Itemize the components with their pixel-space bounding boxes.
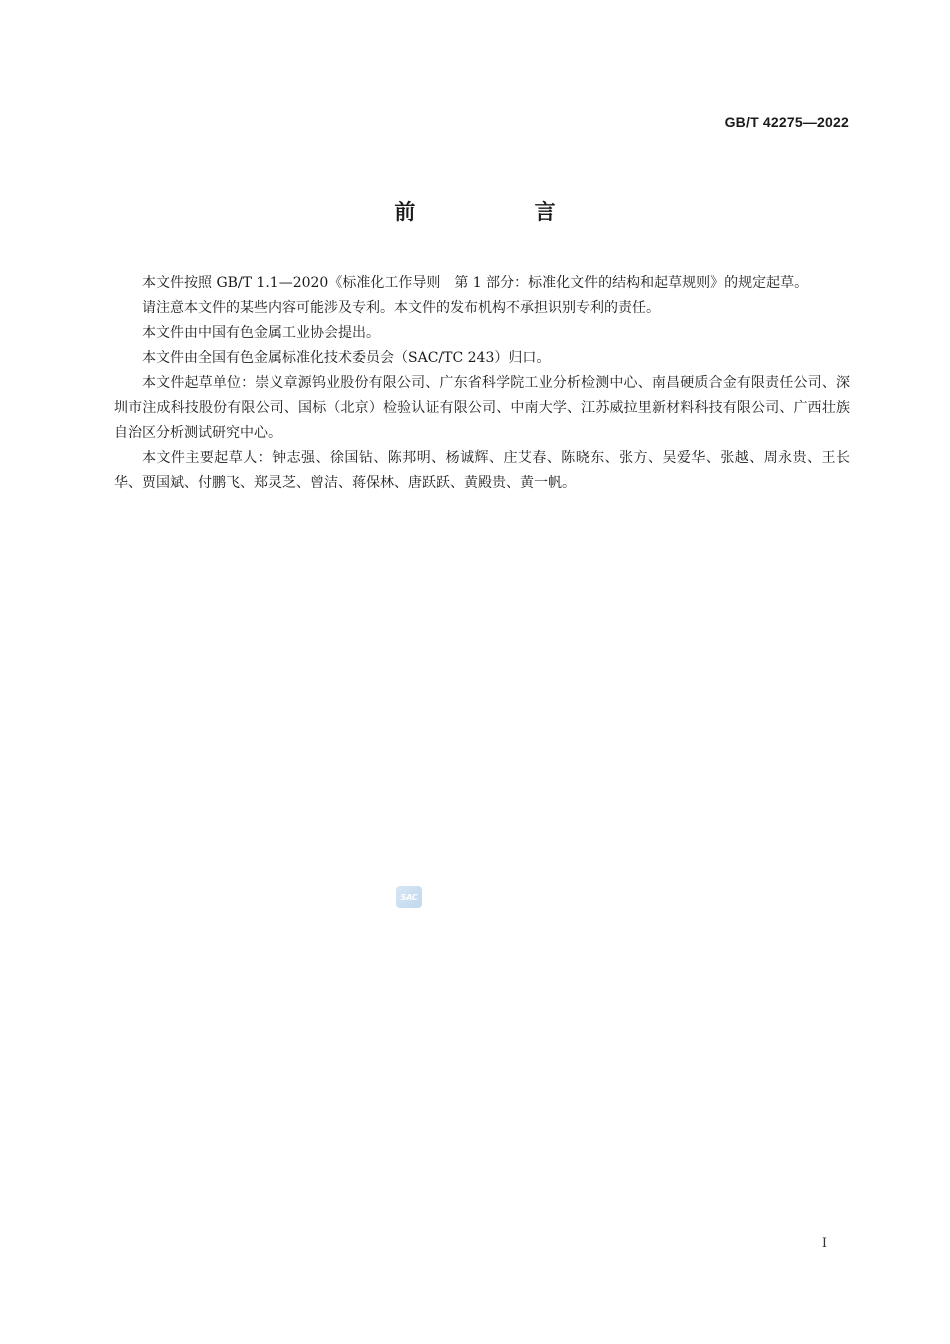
- paragraph-patent-notice: 请注意本文件的某些内容可能涉及专利。本文件的发布机构不承担识别专利的责任。: [142, 300, 660, 316]
- paragraph-proposed-by: 本文件由中国有色金属工业协会提出。: [142, 325, 380, 341]
- paragraph-under-jurisdiction: 本文件由全国有色金属标准化技术委员会（SAC/TC 243）归口。: [142, 350, 551, 366]
- paragraph-drafting-rules: 本文件按照 GB/T 1.1—2020《标准化工作导则 第 1 部分：标准化文件的结构和起草规则》的规定起草。: [142, 275, 809, 291]
- page-title: 前 言: [394, 200, 612, 224]
- foreword-body: [114, 271, 850, 496]
- paragraph-main-drafters: 本文件主要起草人：钟志强、徐国钻、陈邦明、杨诚辉、庄艾春、陈晓东、张方、吴爱华、张越、周永贵、王长华、贾国斌、付鹏飞、郑灵芝、曾洁、蒋保林、唐跃跃、黄殿贵、黄一帆。: [114, 450, 850, 491]
- standard-number: GB/T 42275—2022: [724, 114, 849, 130]
- sac-logo-icon: SAC: [396, 886, 422, 908]
- page-number: I: [821, 1236, 827, 1251]
- paragraph-drafting-organizations: 本文件起草单位：崇义章源钨业股份有限公司、广东省科学院工业分析检测中心、南昌硬质合金有限责任公司、深圳市注成科技股份有限公司、国标（北京）检验认证有限公司、中南大学、江苏威拉里新材料科技有限公司、广西壮族自治区分析测试研究中心。: [114, 375, 850, 441]
